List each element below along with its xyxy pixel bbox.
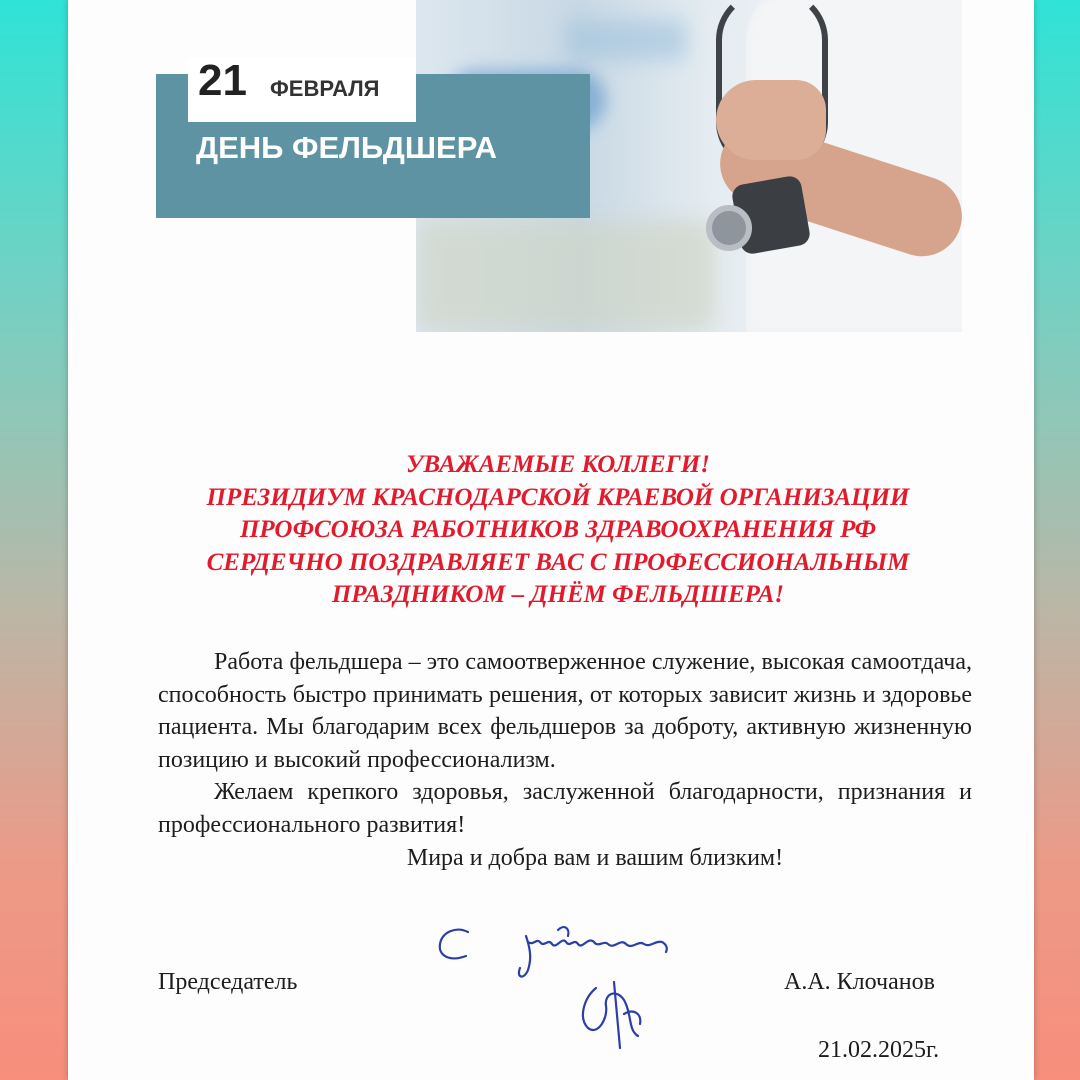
heading-line: ПРЕЗИДИУМ КРАСНОДАРСКОЙ КРАЕВОЙ ОРГАНИЗАЦИИ xyxy=(206,483,910,511)
signer-role: Председатель xyxy=(158,969,298,995)
body-paragraph: Работа фельдшера – это самоотверженное служение, высокая самоотдача, способность быстро принимать решения, от которых зависит жизнь и здоровье пациента. Мы благодарим всех фельдшеров за доброту, активную жизненную позицию и высокий профессионализм. xyxy=(158,649,972,773)
signer-name: А.А. Клочанов xyxy=(784,969,935,995)
closing-wish: Мира и добра вам и вашим близким! xyxy=(406,844,784,871)
letter-date: 21.02.2025г. xyxy=(818,1037,940,1063)
handwritten-signature xyxy=(428,918,788,1068)
stethoscope-icon xyxy=(706,205,752,251)
heading-line: ПРАЗДНИКОМ – ДНЁМ ФЕЛЬДШЕРА! xyxy=(331,581,785,608)
letter-body xyxy=(158,646,972,874)
heading-line: ПРОФСОЮЗА РАБОТНИКОВ ЗДРАВООХРАНЕНИЯ РФ xyxy=(239,516,877,543)
greeting-heading xyxy=(138,449,978,612)
heading-line: СЕРДЕЧНО ПОЗДРАВЛЯЕТ ВАС С ПРОФЕССИОНАЛЬНЫМ xyxy=(206,548,910,576)
holiday-title: ДЕНЬ ФЕЛЬДШЕРА xyxy=(196,130,498,165)
body-paragraph: Желаем крепкого здоровья, заслуженной благодарности, признания и профессионального развития! xyxy=(158,779,972,838)
heading-line: УВАЖАЕМЫЕ КОЛЛЕГИ! xyxy=(406,451,710,478)
date-month: ФЕВРАЛЯ xyxy=(270,76,380,101)
letter-sheet xyxy=(68,0,1034,1080)
date-number: 21 xyxy=(198,56,247,105)
